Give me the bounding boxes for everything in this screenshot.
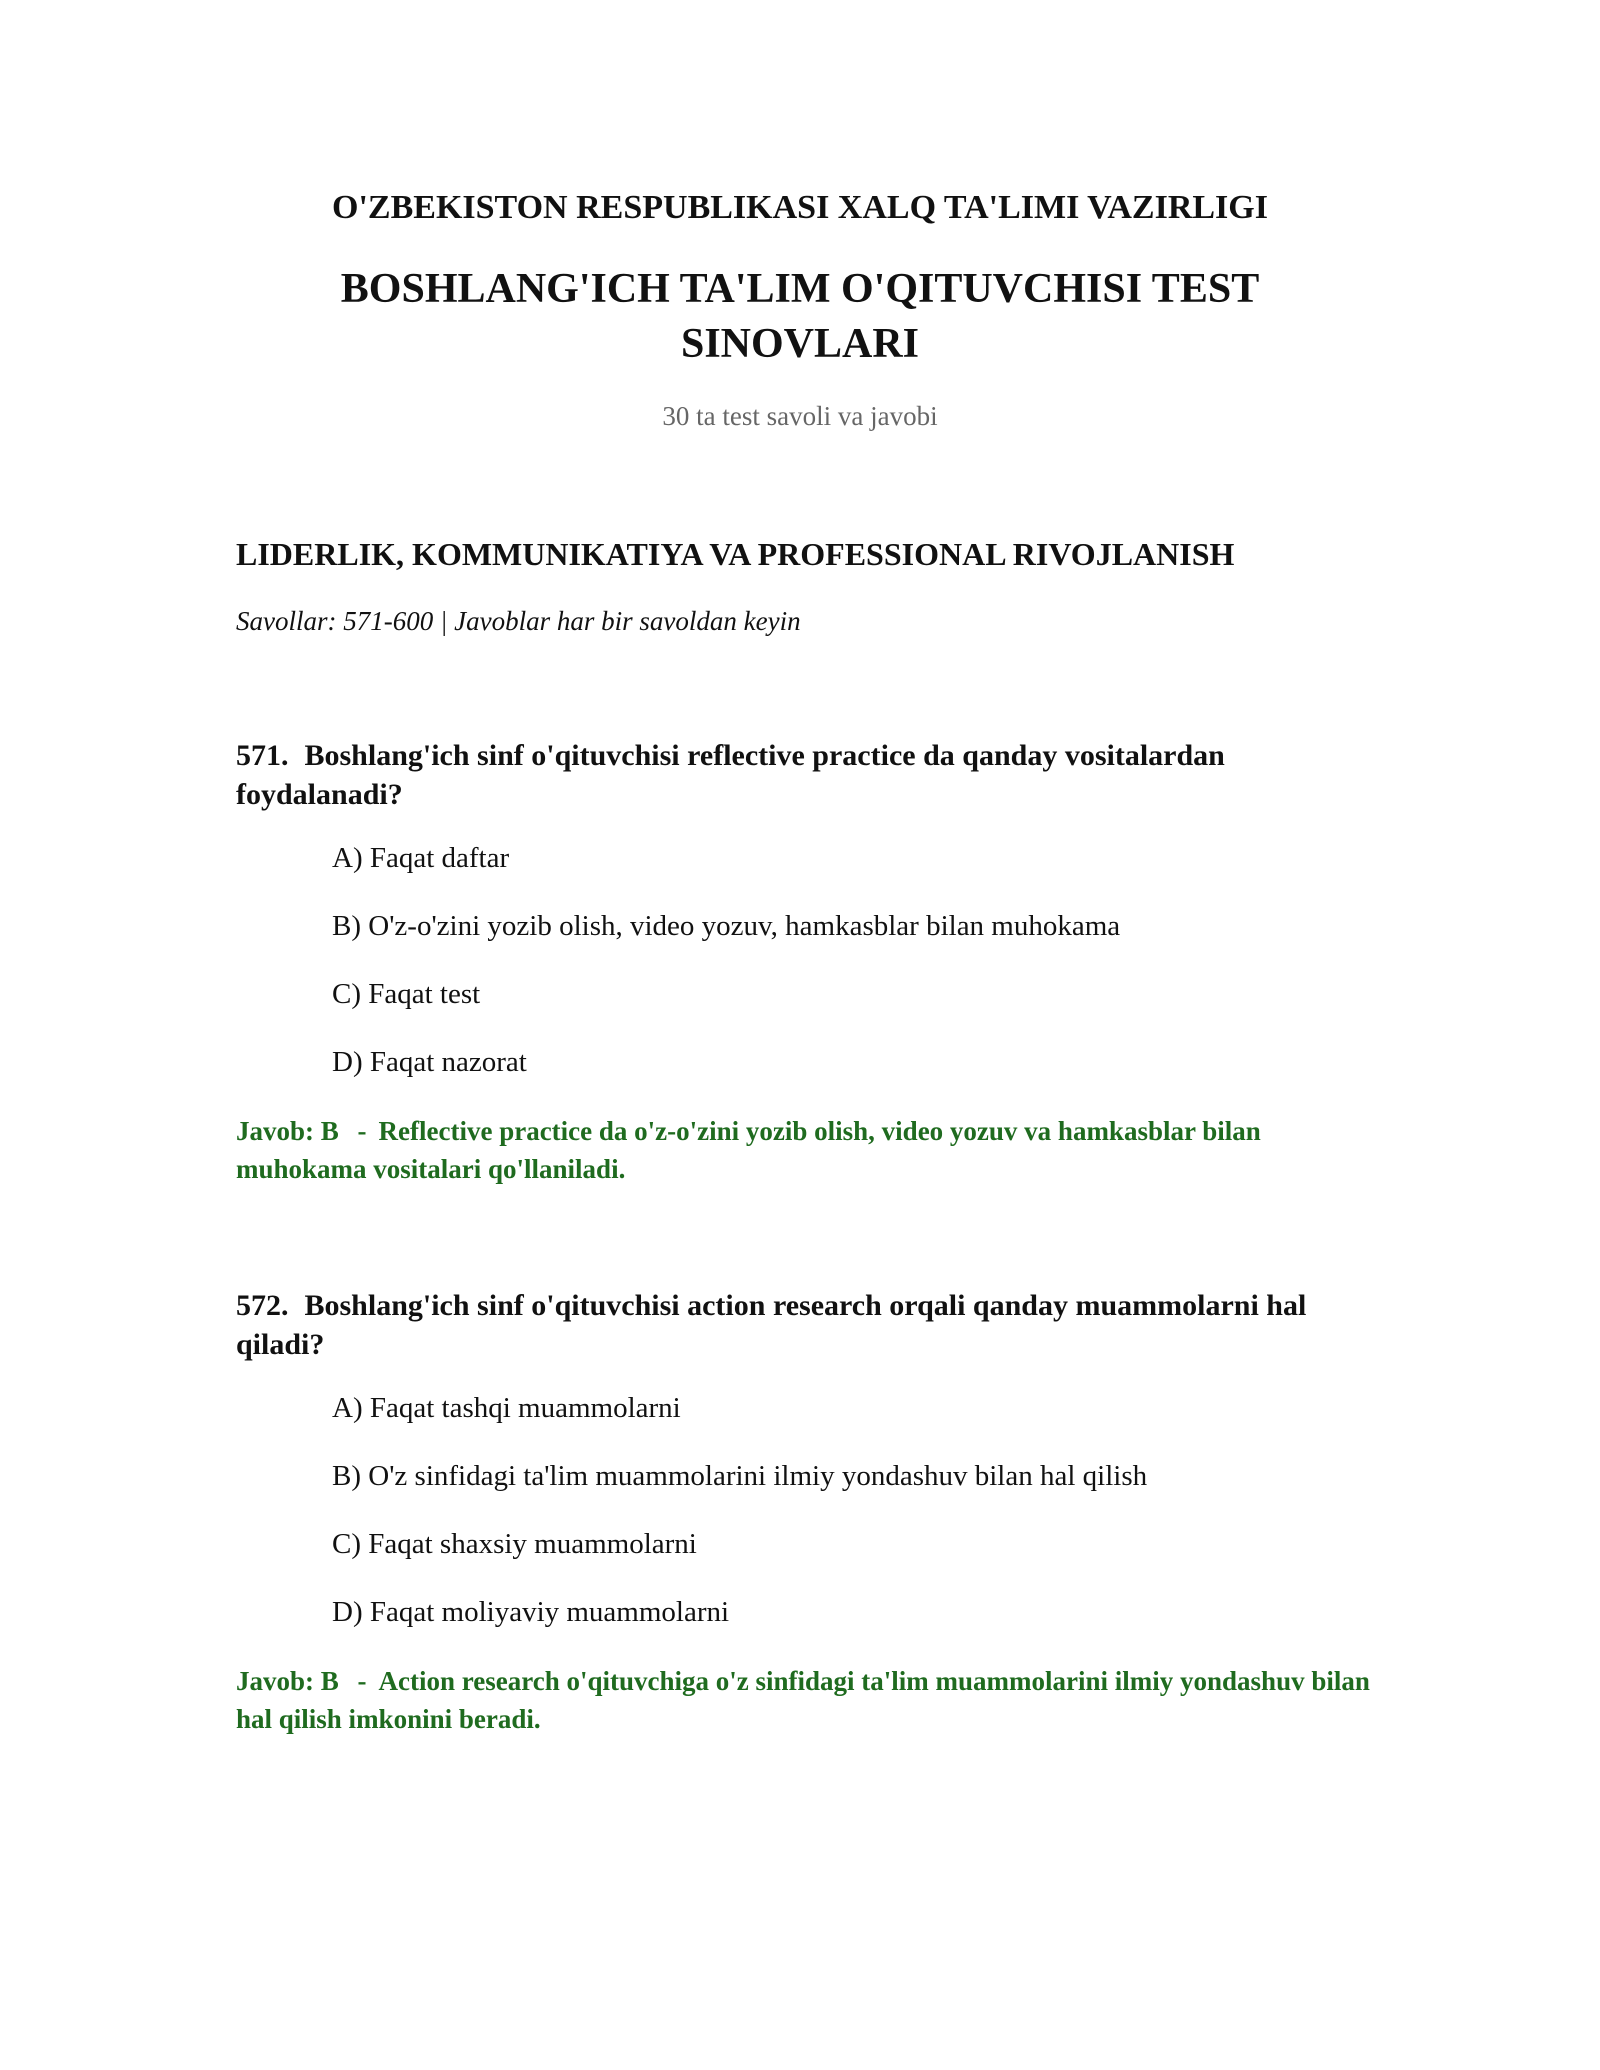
- answer-separator: -: [357, 1666, 367, 1696]
- question-text: [236, 736, 1386, 814]
- option-c: C) Faqat test: [332, 978, 481, 1010]
- option-c: C) Faqat shaxsiy muammolarni: [332, 1528, 697, 1560]
- answer-label: Javob:: [236, 1666, 315, 1696]
- answer-letter: B: [320, 1116, 339, 1146]
- section-meta: Savollar: 571-600 | Javoblar har bir savoldan keyin: [236, 606, 801, 636]
- question-body: Boshlang'ich sinf o'qituvchisi action research orqali qanday muammolarni hal qiladi?: [236, 1289, 1307, 1361]
- answer-letter: B: [320, 1666, 339, 1696]
- answer-explanation: Reflective practice da o'z-o'zini yozib olish, video yozuv va hamkasblar bilan muhokama vositalari qo'llaniladi.: [236, 1116, 1261, 1184]
- option-d: D) Faqat moliyaviy muammolarni: [332, 1596, 730, 1628]
- option-list: [332, 1390, 1386, 1662]
- option-list: [332, 840, 1386, 1112]
- question-body: Boshlang'ich sinf o'qituvchisi reflective practice da qanday vositalardan foydalanadi?: [236, 739, 1225, 811]
- option-a: A) Faqat tashqi muammolarni: [332, 1392, 681, 1424]
- option-d: D) Faqat nazorat: [332, 1046, 527, 1078]
- section-title: LIDERLIK, KOMMUNIKATIYA VA PROFESSIONAL RIVOJLANISH: [236, 536, 1235, 572]
- question-item: [236, 736, 1386, 1188]
- option-b: B) O'z sinfidagi ta'lim muammolarini ilmiy yondashuv bilan hal qilish: [332, 1460, 1148, 1492]
- option-a: A) Faqat daftar: [332, 842, 510, 874]
- document-title: BOSHLANG'ICH TA'LIM O'QITUVCHISI TEST SINOVLARI: [340, 266, 1260, 367]
- answer-explanation: Action research o'qituvchiga o'z sinfidagi ta'lim muammolarini ilmiy yondashuv bilan hal qilish imkonini beradi.: [236, 1666, 1370, 1734]
- ministry-heading: O'ZBEKISTON RESPUBLIKASI XALQ TA'LIMI VAZIRLIGI: [332, 189, 1268, 226]
- option-b: B) O'z-o'zini yozib olish, video yozuv, hamkasblar bilan muhokama: [332, 910, 1121, 942]
- document-subtitle: 30 ta test savoli va javobi: [662, 401, 938, 431]
- answer-text: [236, 1662, 1386, 1738]
- answer-text: [236, 1112, 1386, 1188]
- question-number: 571.: [236, 739, 289, 772]
- answer-separator: -: [357, 1116, 367, 1146]
- answer-label: Javob:: [236, 1116, 315, 1146]
- question-text: [236, 1286, 1386, 1364]
- question-item: [236, 1286, 1386, 1738]
- question-number: 572.: [236, 1289, 289, 1322]
